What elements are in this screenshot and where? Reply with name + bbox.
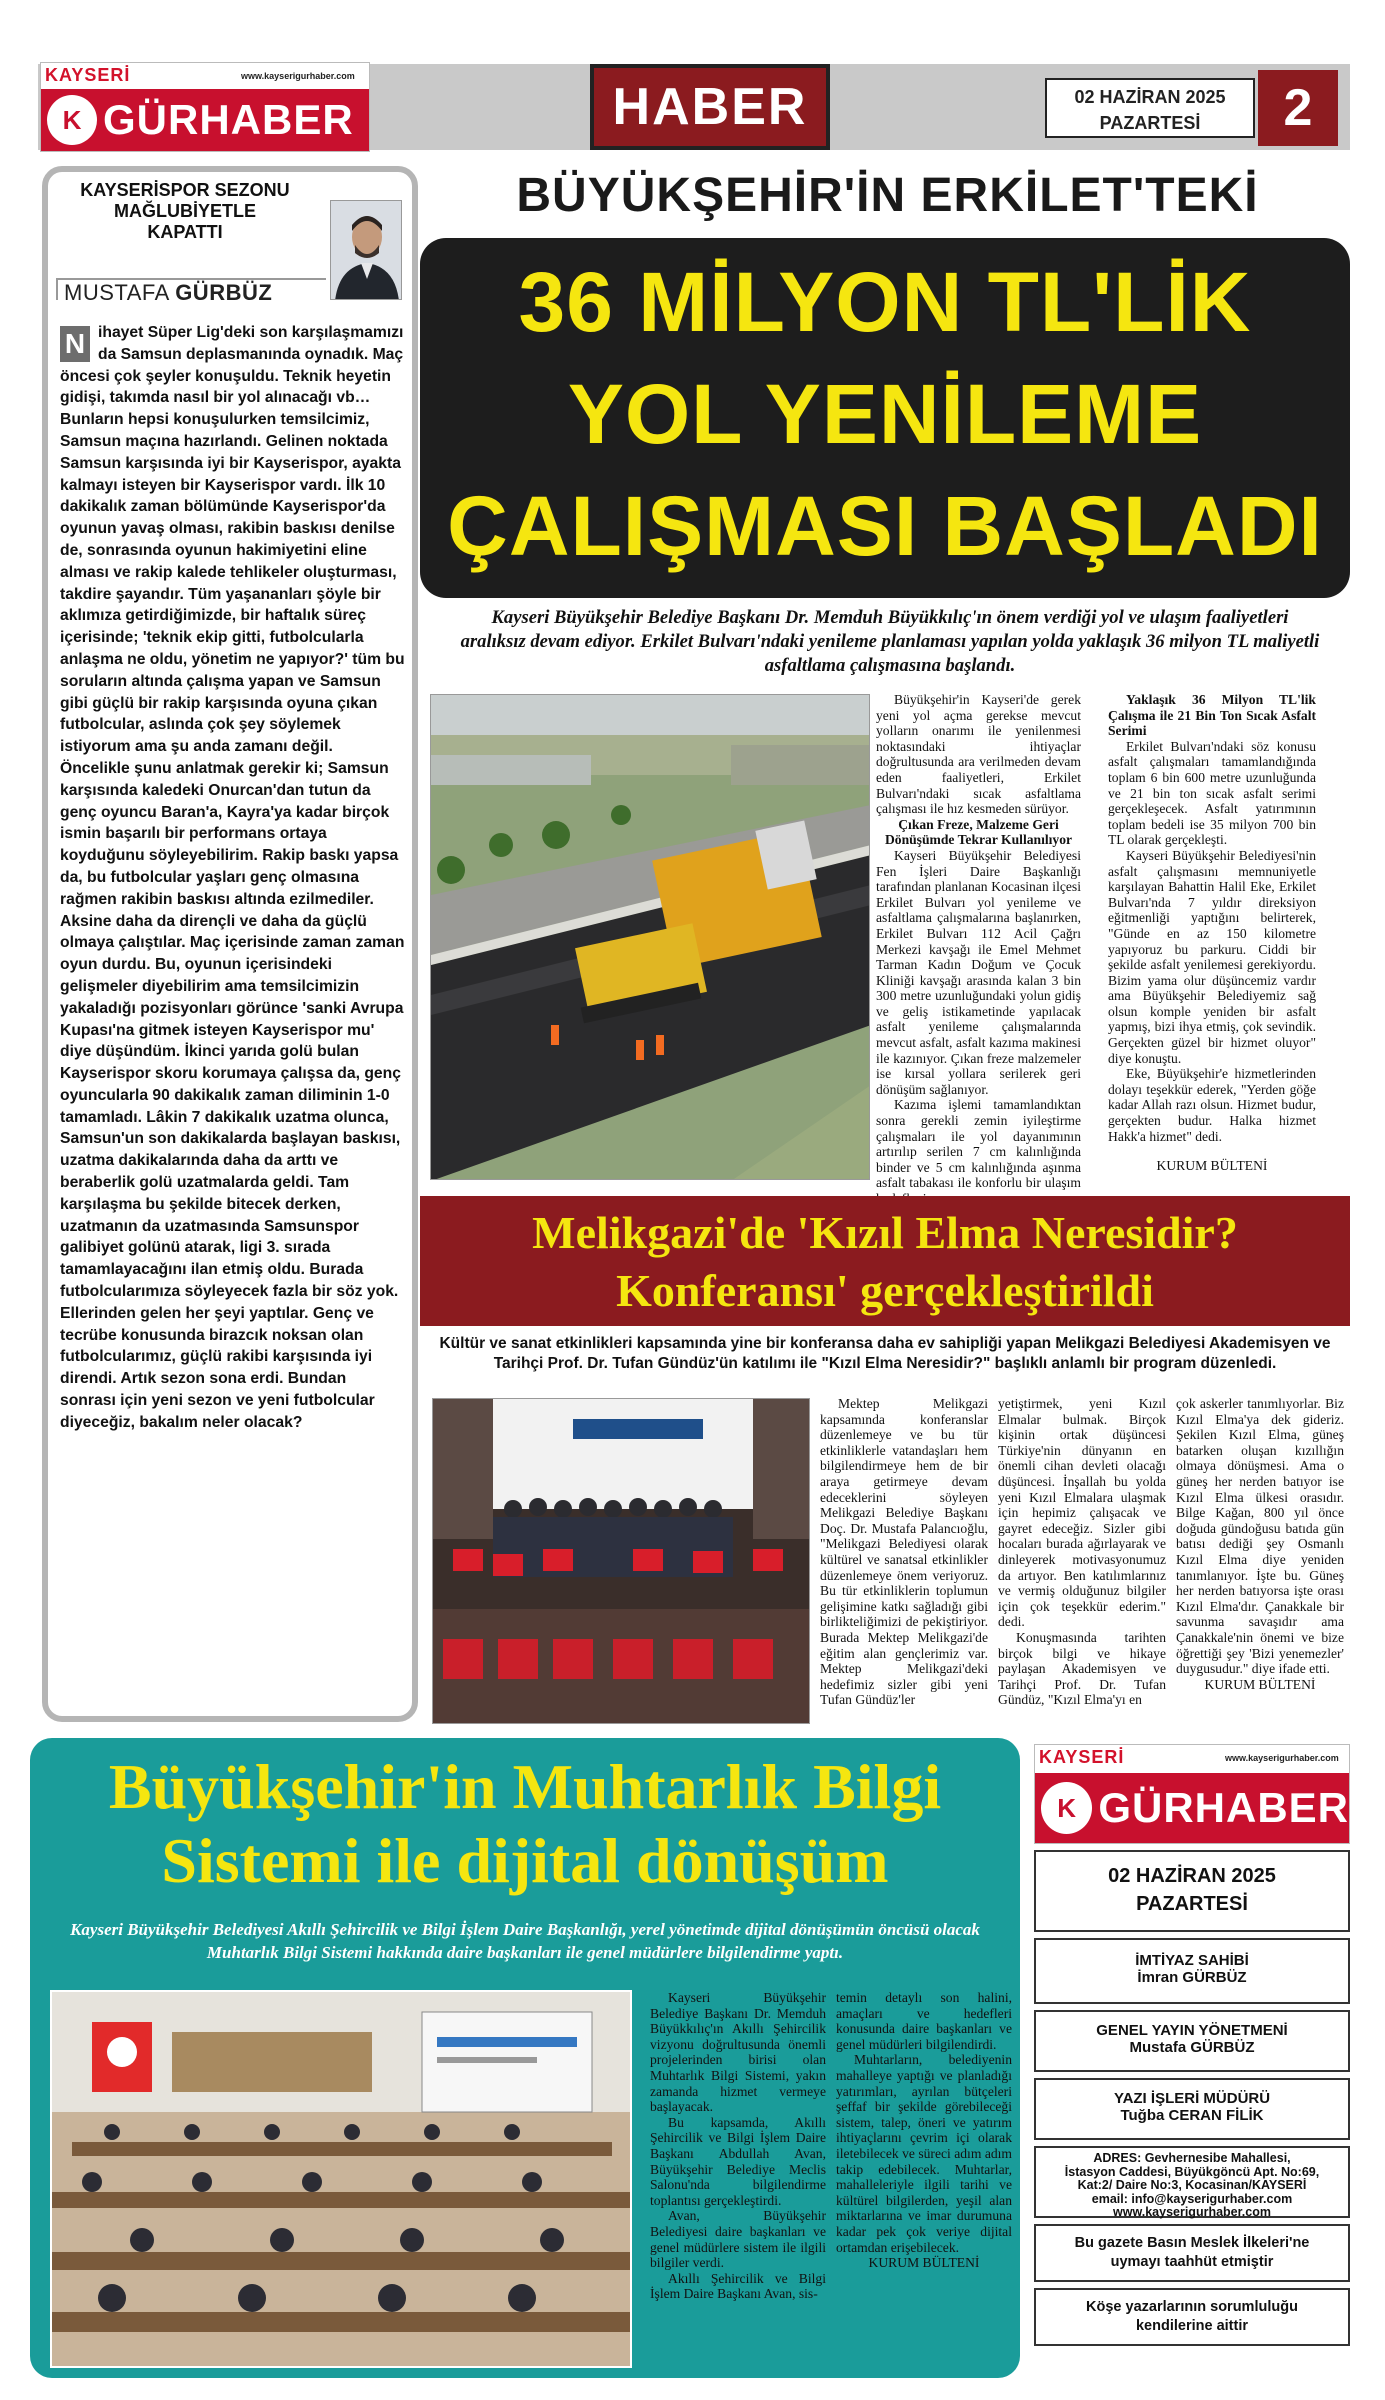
- council-meeting-photo: [50, 1990, 632, 2368]
- imprint-editor: GENEL YAYIN YÖNETMENİ Mustafa GÜRBÜZ: [1034, 2010, 1350, 2072]
- main-kicker: BÜYÜKŞEHİR'İN ERKİLET'TEKİ: [516, 169, 1259, 222]
- logo-emblem-icon: K: [47, 95, 97, 145]
- muhtarlik-body-col-1: Kayseri Büyükşehir Belediye Başkanı Dr. Memduh Büyükkılıç'ın Akıllı Şehircilik vizyonu doğrultusunda önemli projelerinden birisi olan Muhtarlık Bilgi Sistemi, yakın zamanda hizmet vermeye başlayacak. Bu kapsamda, Akıllı Şehircilik ve Bilgi İşlem Daire Başkanı Abdullah Avan, Büyükşehir Belediye Meclis Salonu'nda bilgilendirme toplantısı gerçekleştirdi. Avan, Büyükşehir Belediyesi daire başkanları ve genel müdürlere sistem ile ilgili bilgiler verdi. Akıllı Şehircilik ve Bilgi İşlem Daire Başkanı Avan, sis-: [650, 1990, 826, 2302]
- logo-emblem-icon: K: [1041, 1782, 1092, 1834]
- melikgazi-intro: Kültür ve sanat etkinlikleri kapsamında yine bir konferansa daha ev sahipliği yapan Melikgazi Belediyesi Akademisyen ve Tarihçi Prof. Dr. Tufan Gündüz'ün katılımı ile "Kızıl Elma Neresidir?" başlıklı anlamlı bir program düzenledi.: [439, 1335, 1331, 1372]
- signature: KURUM BÜLTENİ: [868, 2255, 980, 2271]
- author-portrait-icon: [331, 201, 402, 300]
- main-intro: Kayseri Büyükşehir Belediye Başkanı Dr. Memduh Büyükkılıç'ın önem verdiği yol ve ulaşım faaliyetleri aralıksız devam ediyor. Erkilet Bulvarı'ndaki yenileme planlaması yapılan yolda yaklaşık 36 milyon TL maliyetli asfaltlama çalışmasına başlandı.: [460, 607, 1320, 676]
- subheading: Çıkan Freze, Malzeme Geri Dönüşümde Tekrar Kullanılıyor: [884, 816, 1073, 848]
- imprint-responsibility: Köşe yazarlarının sorumluluğu kendilerine aittir: [1034, 2288, 1350, 2346]
- asphalt-work-photo: [430, 694, 870, 1180]
- signature: KURUM BÜLTENİ: [1156, 1158, 1268, 1174]
- muhtarlik-intro: Kayseri Büyükşehir Belediyesi Akıllı Şehircilik ve Bilgi İşlem Daire Başkanlığı, yerel yönetimde dijital dönüşümün öncüsü olacak Muhtarlık Bilgi Sistemi hakkında daire başkanları ile genel müdürlere bilgilendirme yaptı.: [70, 1920, 980, 1962]
- logo-url: www.kayserigurhaber.com: [241, 71, 355, 81]
- melikgazi-body-col-3: çok askerler tanımlıyorlar. Biz Kızıl Elma'ya dek gideriz. Şekilen Kızıl Elma, güneş batarken oluşan kızıllığın olmaya dönüşmesi. Ama o güneş her nerden batıyor ise Kızıl Elma ülkesi orasıdır. Bilge Kağan, 800 yıl önce doğuda gündoğusu batıda gün batısı dediği şey Osmanlı Kızıl Elma diye yeniden tanımlanıyor. İşte bu. Güneş her nerden batıyorsa işte orası Kızıl Elma'dır. Çanakkale bir savunma savaşıdır ama Çanakkale'nin önemi ve bize öğrettiği şey 'Bizi yenemezler' duygusudur." diye ifade etti. KURUM BÜLTENİ: [1176, 1396, 1344, 1692]
- muhtarlik-headline: Büyükşehir'in Muhtarlık Bilgi Sistemi ile dijital dönüşüm: [108, 1751, 942, 1896]
- imprint-logo: KAYSERİ www.kayserigurhaber.com K GÜR HABER: [1034, 1744, 1350, 1844]
- drop-cap: N: [60, 326, 90, 362]
- logo-city: KAYSERİ: [45, 65, 131, 85]
- author-photo: [330, 200, 402, 300]
- masthead-date: [1045, 78, 1255, 138]
- conference-audience-image: [433, 1399, 810, 1724]
- logo-name-bold: GÜR: [103, 96, 200, 143]
- masthead-logo: [40, 62, 370, 152]
- imprint-date: 02 HAZİRAN 2025 PAZARTESİ: [1034, 1850, 1350, 1932]
- imprint-website: www.kayserigurhaber.com: [1113, 2205, 1271, 2219]
- logo-name: HABER: [199, 96, 354, 143]
- conference-group-photo: [432, 1398, 810, 1724]
- section-header: [590, 64, 830, 150]
- melikgazi-body-col-1: Mektep Melikgazi kapsamında konferanslar düzenlemeye ve bu tür etkinliklerle vatandaşları hem bilgilendirmeye hem de bir araya getirmeye devam edeceklerini söyleyen Melikgazi Belediye Başkanı Doç. Dr. Mustafa Palancıoğlu, "Melikgazi Belediyesi olarak kültürel ve sanatsal etkinlikler düzenlemeye önem veriyoruz. Bu tür etkinliklerin toplumun gelişimine katkı sağladığı gibi birlikteliğimizi de pekiştiriyor. Burada Mektep Melikgazi'de eğitim alan gençlerimiz var. Mektep Melikgazi'deki hedefimiz sizler gibi yeni Tufan Gündüz'ler: [820, 1396, 988, 1708]
- column-author: MUSTAFA GÜRBÜZ: [64, 280, 273, 305]
- imprint-email: email: info@kayserigurhaber.com: [1091, 2191, 1293, 2206]
- main-body-col-2: Yaklaşık 36 Milyon TL'lik Çalışma ile 21 Bin Ton Sıcak Asfalt Serimi Erkilet Bulvarı'ndaki söz konusu asfalt çalışmaları tamamlandığında toplam 6 bin 600 metre uzunluğunda ve 21 bin ton sıcak asfalt serimi gerçekleşecek. Asfalt yatırımının toplam bedeli ise 35 milyon 700 bin TL olarak gerçekleşti. Kayseri Büyükşehir Belediyesi'nin asfalt çalışmasını memnuniyetle karşılayan Bahattin Halil Eke, Erkilet Bulvarı'nda 7 yıldır direksiyon eğitmenliği yaptığını belirterek, "Günde en az 150 kilometre yapıyoruz bu parkuru. Ciddi bir şekilde asfalt yenilemesi gerekiyordu. Bizim yama olur düşüncemiz vardır ama Büyükşehir Belediyemiz sağ olsun komple yeniden bir asfalt yapmış, bizi ihya etmiş, çok sevindik. Gerçekten güzel bir hizmet oluyor" diye konuştu. Eke, Büyükşehir'e hizmetlerinden dolayı teşekkür ederek, "Yerden göğe kadar Allah razı olsun. Hizmet budur, gerçekten budur. Halka hizmet Hakk'a hizmet" dedi. KURUM BÜLTENİ: [1108, 692, 1316, 1174]
- main-body-col-1: Büyükşehir'in Kayseri'de gerek yeni yol açma gerekse mevcut yolların onarımı ile yenilenmesi noktasındaki ihtiyaçlar doğrultusunda ara verilmeden devam eden faaliyetleri, Erkilet Bulvarı'ndaki sıcak asfaltlama çalışması ile hız kesmeden sürüyor. Çıkan Freze, Malzeme Geri Dönüşümde Tekrar Kullanılıyor Kayseri Büyükşehir Belediyesi Fen İşleri Daire Başkanlığı tarafından planlanan Kocasinan ilçesi Erkilet Bulvarı yol yenileme ve asfaltlama çalışmalarına başlanırken, Erkilet Bulvarı 112 Acil Çağrı Merkezi kavşağı ile Emel Mehmet Tarman Kadın Doğum ve Çocuk Kliniği kavşağı arasında kalan 3 bin 300 metre uzunluğundaki yolun gidiş ve geliş istikametinde yapılacak asfalt yenileme çalışmalarında mevcut asfalt, asfalt kazıma makinesi ile kazınıyor. Çıkan freze malzemeler ise kırsal yollara serilerek geri dönüşüm sağlanıyor. Kazıma işlemi tamamlandıktan sonra gerekli zemin iyileştirme çalışmaları ile yol dayanımının artırılıp serilen 7 cm kalınlığında binder ve 5 cm kalınlığında aşınma asfalt tabakası ile konforlu bir ulaşım: [876, 692, 1081, 1191]
- imprint-managing-editor: YAZI İŞLERİ MÜDÜRÜ Tuğba CERAN FİLİK: [1034, 2078, 1350, 2140]
- column-body: ihayet Süper Lig'deki son karşılaşmamızı da Samsun deplasmanında oynadık. Maç öncesi çok şeyler konuşuldu. Teknik heyetin gidişi, takımda nasıl bir yol alınacağı vb… Bunların hepsi konuşulurken temsilcimiz, Samsun maçına hazırlandı. Gelinen noktada Samsun karşısında iyi bir Kayserispor, ayakta kalmayı isteyen bir Kayserispor vardı. İlk 10 dakikalık zaman bölümünde Kayserispor'da oyunun yavaş olması, rakibin baskısı denilse de, sonrasında oyunun hakimiyetini eline alması ve rakip kalede tehlikeler oluşturması, takdire şayandır. Tüm yaşananları şöyle bir aklımıza getirdiğimizde, bir haftalık süreç içerisinde; 'teknik ekip gitti, futbolcularla anlaşma ne oldu, yönetim ne yapıyor?' tüm bu soruların altında çalışma yapan ve Samsun gibi güçlü bir rakip karşısında oyuna çıkan futbolcular, aslında çok şey söylemek istiyorum ama şu anda zamanı değil. Öncelikle şunu anlatmak gerekir ki; Samsun karşısında kaledeki Onurcan'dan tutun da genç oyuncu Baran'a, Kayra'ya kadar birçok ismin başarılı bir performans ortaya koyduğunu söyleyebilirim. Rakip baskı yapsa da, bu futbolcular yaşları genç olmasına rağmen rakibin baskısı altında ezilmediler. Aksine daha da dirençli ve daha da güçlü olmaya çalıştılar. Maç içerisinde zaman zaman oyun durdu. Bu, oyunun içerisindeki gelişmeler diyebilirim ama temsilcimizin yakaladığı pozisyonları görünce 'sanki Avrupa Kupası'na gitmek isteyen Kayserispor mu' diye düşündüm. İkinci yarıda golü bulan Kayserispor skoru korumaya çalışsa da, genç oyuncularla 90 dakikalık zaman diliminin 1-0 tamamladı. Lâkin 7 dakikalık uzatma olunca, Samsun'un son dakikalarda başlayan baskısı, uzatma dakikalarında daha da arttı ve beraberlik golü uzatmalarda geldi. Tam karşılaşma bu şekilde bitecek derken, uzatmanın da uzatmasında Samsunspor galibiyet golünü atarak, ligi 3. sırada tamamlayacağını ilan etmiş oldu. Burada futbolcularımıza söyleyecek fazla bir söz yok. Ellerinden gelen her şeyi yaptılar. Genç ve tecrübe konusunda birazcık noksan olan futbolcularımız, güçlü rakibi karşısında iyi direndi. Artık sezon sona erdi. Bundan sonrası için yeni sezon ve yeni futbolcular diyeceğiz, bakalım neler olacak?: [60, 324, 405, 1431]
- page-number: 2: [1258, 70, 1338, 146]
- melikgazi-headline: Melikgazi'de 'Kızıl Elma Neresidir? Konferansı' gerçekleştirildi: [532, 1207, 1238, 1316]
- imprint-ethics: Bu gazete Basın Meslek İlkeleri'ne uymayı taahhüt etmiştir: [1034, 2224, 1350, 2282]
- date-line-1: 02 HAZİRAN 2025: [1074, 87, 1226, 107]
- main-headline: 36 MİLYON TL'LİK YOL YENİLEME ÇALIŞMASI BAŞLADI: [447, 255, 1323, 573]
- signature: KURUM BÜLTENİ: [1204, 1676, 1316, 1692]
- muhtarlik-body-col-2: temin detaylı son halini, amaçları ve hedefleri konusunda daire başkanları ve genel müdürleri bilgilendirdi. Muhtarların, belediyenin mahalleye yaptığı ve planladığı yatırımları, ayrılan bütçeleri şeffaf bir şekilde görebileceği sistem, talep, öneri ve yatırım ihtiyaçlarını çevrim içi olarak iletebilecek ve süreci adım adım takip edebilecek. Muhtarlar, mahalleleriyle ilgili tarihi ve kültürel bilgilerden, yeşil alan miktarlarına ve imar durumuna kadar pek çok veriye dijital ortamdan erişebilecek. KURUM BÜLTENİ: [836, 1990, 1012, 2271]
- imprint-address: ADRES: Gevhernesibe Mahallesi, İstasyon Caddesi, Büyükgöncü Apt. No:69, Kat:2/ Daire No:3, Kocasinan/KAYSERİ email: info@kayserigurhaber.com www.kayserigurhaber.com: [1034, 2146, 1350, 2218]
- road-paving-image: [431, 695, 870, 1180]
- logo-url: www.kayserigurhaber.com: [1225, 1753, 1339, 1763]
- council-hall-image: [52, 1992, 630, 2366]
- date-line-2: PAZARTESİ: [1099, 113, 1201, 133]
- column-title: KAYSERİSPOR SEZONU MAĞLUBİYETLE KAPATTI: [80, 180, 290, 242]
- logo-city: KAYSERİ: [1039, 1747, 1125, 1767]
- subheading: Yaklaşık 36 Milyon TL'lik Çalışma ile 21 Bin Ton Sıcak Asfalt Serimi: [1108, 692, 1316, 739]
- imprint-owner: İMTİYAZ SAHİBİ İmran GÜRBÜZ: [1034, 1938, 1350, 2004]
- melikgazi-body-col-2: yetiştirmek, yeni Kızıl Elmalar bulmak. Birçok kişinin ortak düşüncesi Türkiye'nin dünyanın en önemli cihan devleti olacağı düşüncesi. İnşallah bu yolda yeni Kızıl Elmalara ulaşmak için hepimiz çalışacak ve gayret edeceğiz. Sizler gibi hocaları burada ağırlayarak ve dinleyerek motivasyonumuz da artıyor. Ben katılımlarınız ve vermiş olduğunuz bilgiler için çok teşekkür ederim." dedi. Konuşmasında tarihten birçok bilgi ve hikaye paylaşan Akademisyen ve Tarihçi Prof. Dr. Tufan Gündüz, "Kızıl Elma'yı en: [998, 1396, 1166, 1708]
- section-label: HABER: [612, 78, 808, 136]
